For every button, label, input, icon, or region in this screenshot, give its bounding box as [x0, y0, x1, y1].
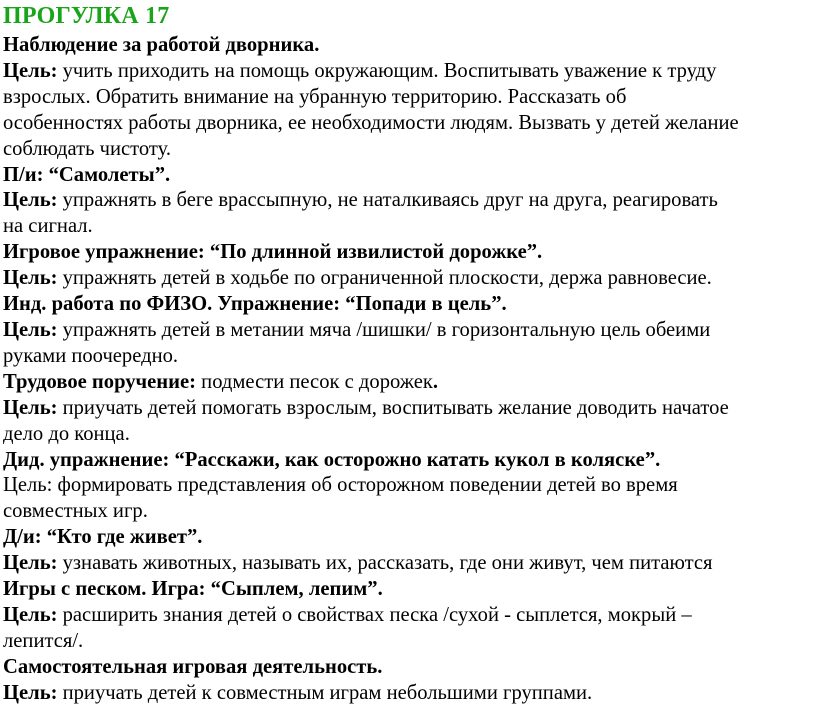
- section-heading: Д/и: “Кто где живет”.: [3, 526, 203, 549]
- document-page: [3, 0, 811, 707]
- section-goal-line: Цель: упражнять детей в ходьбе по ограниченной плоскости, держа равновесие.: [3, 267, 712, 290]
- section-goal-line: Цель: формировать представления об осторожном поведении детей во время: [3, 474, 678, 497]
- section-heading: Игры с песком. Игра: “Сыплем, лепим”.: [3, 578, 383, 601]
- page-title: ПРОГУЛКА 17: [3, 3, 170, 29]
- section-goal-line: Цель: приучать детей к совместным играм небольшими группами.: [3, 681, 593, 704]
- section-goal-line: Цель: упражнять в беге врассыпную, не наталкиваясь друг на друга, реагировать: [3, 189, 718, 212]
- section-goal-line: совместных игр.: [3, 500, 148, 523]
- section-goal-line: руками поочередно.: [3, 344, 179, 367]
- section-heading: Игровое упражнение: “По длинной извилистой дорожке”.: [3, 241, 543, 264]
- section-goal-line: соблюдать чистоту.: [3, 137, 172, 160]
- section-goal-line: Цель: упражнять детей в метании мяча /шишки/ в горизонтальную цель обеими: [3, 318, 711, 341]
- section-goal-line: Цель: узнавать животных, называть их, рассказать, где они живут, чем питаются: [3, 552, 713, 575]
- section-heading: Самостоятельная игровая деятельность.: [3, 655, 383, 678]
- section-heading: Дид. упражнение: “Расскажи, как осторожно катать кукол в коляске”.: [3, 448, 661, 471]
- section-goal-line: взрослых. Обратить внимание на убранную территорию. Рассказать об: [3, 85, 627, 108]
- section-goal-line: особенностях работы дворника, ее необходимости людям. Вызвать у детей желание: [3, 111, 739, 134]
- section-heading: Наблюдение за работой дворника.: [3, 34, 320, 56]
- section-heading: Инд. работа по ФИЗО. Упражнение: “Попади в цель”.: [3, 293, 507, 316]
- section-goal-line: дело до конца.: [3, 422, 130, 445]
- section-heading: Трудовое поручение: подмести песок с дорожек.: [3, 370, 439, 393]
- section-goal-line: Цель: приучать детей помогать взрослым, воспитывать желание доводить начатое: [3, 396, 729, 419]
- section-goal-line: лепится/.: [3, 629, 84, 652]
- section-goal-line: на сигнал.: [3, 215, 93, 238]
- section-goal-line: Цель: расширить знания детей о свойствах песка /сухой - сыплется, мокрый –: [3, 603, 692, 626]
- section-goal-line: Цель: учить приходить на помощь окружающим. Воспитывать уважение к труду: [3, 59, 717, 82]
- section-heading: П/и: “Самолеты”.: [3, 163, 171, 186]
